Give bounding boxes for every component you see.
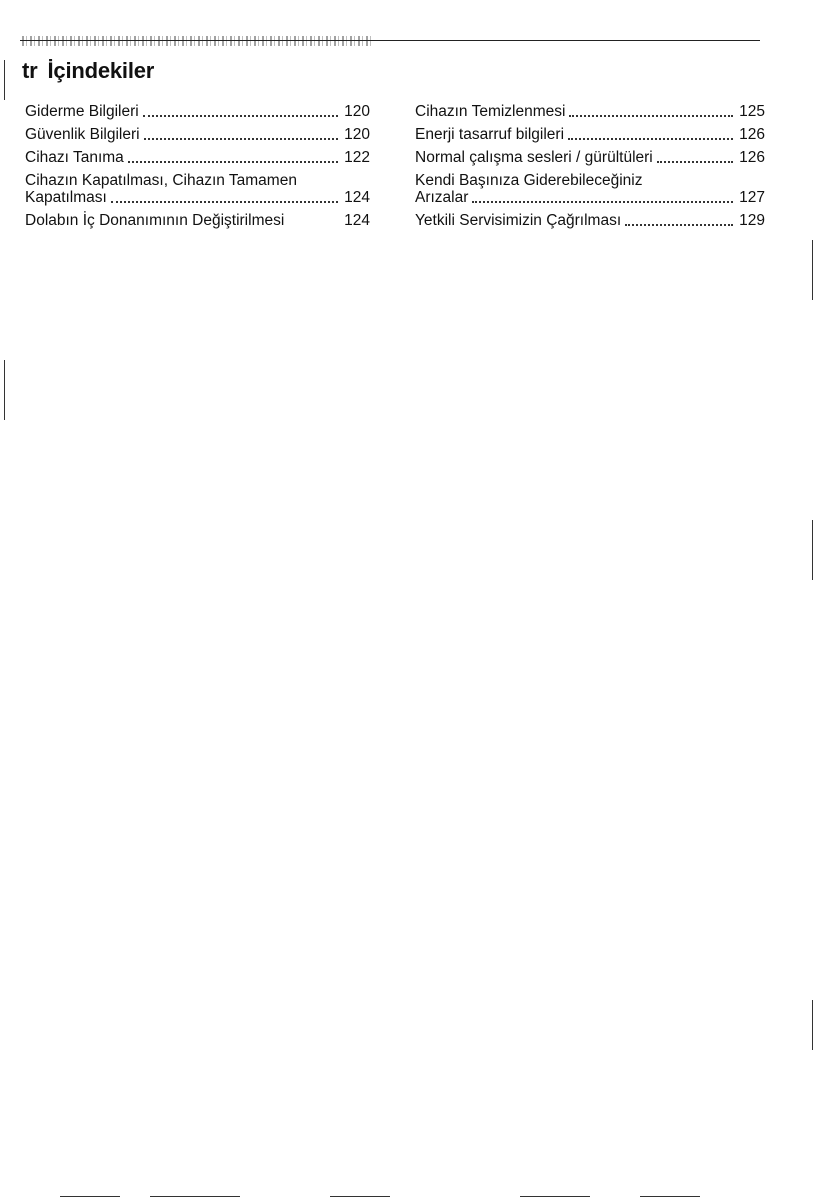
left-edge-mark (4, 60, 5, 100)
toc-entry[interactable] (25, 103, 370, 120)
toc-entry-title: Cihazın Kapatılması, Cihazın Tamamen (25, 172, 297, 189)
toc-entry-title: Enerji tasarruf bilgileri (415, 126, 565, 143)
toc-entry[interactable] (25, 149, 370, 166)
toc-entry-title: Yetkili Servisimizin Çağrılması (415, 212, 622, 229)
toc-entry-title: Kendi Başınıza Giderebileceğiniz (415, 172, 643, 189)
title-text: İçindekiler (47, 58, 155, 83)
toc-entry-title-cont: Arızalar (415, 189, 469, 206)
dot-leader (144, 137, 339, 140)
toc-page-number: 126 (739, 149, 765, 166)
toc-entry-line2 (25, 189, 370, 206)
toc-page-number: 124 (344, 212, 370, 229)
toc-page-number: 122 (344, 149, 370, 166)
toc-entry-line2 (415, 189, 765, 206)
toc-entry-title: Cihazın Temizlenmesi (415, 103, 566, 120)
bottom-scan-dash (330, 1196, 390, 1197)
toc-entry-title: Dolabın İç Donanımının Değiştirilmesi (25, 212, 285, 229)
toc-page-number: 120 (344, 103, 370, 120)
dot-leader (657, 160, 733, 163)
dot-leader (625, 223, 733, 226)
right-edge-mark (812, 240, 813, 300)
toc-entry[interactable] (415, 172, 765, 206)
toc-page-number: 124 (344, 189, 370, 206)
dot-leader (288, 223, 338, 226)
page-title (22, 58, 154, 84)
dot-leader (569, 114, 733, 117)
toc-entry[interactable] (25, 212, 370, 229)
toc-entry-title-cont: Kapatılması (25, 189, 107, 206)
dot-leader (143, 114, 338, 117)
left-edge-mark (4, 360, 5, 420)
toc-page-number: 120 (344, 126, 370, 143)
toc-entry-title: Giderme Bilgileri (25, 103, 139, 120)
header-scan-texture (22, 36, 372, 46)
toc-entry[interactable] (415, 212, 765, 229)
toc-column-left (25, 103, 370, 235)
toc-page-number: 129 (739, 212, 765, 229)
dot-leader (128, 160, 338, 163)
right-edge-mark (812, 520, 813, 580)
toc-page-number: 125 (739, 103, 765, 120)
bottom-scan-dash (640, 1196, 700, 1197)
toc-entry[interactable] (25, 172, 370, 206)
toc-entry-title: Cihazı Tanıma (25, 149, 124, 166)
toc-entry-title: Normal çalışma sesleri / gürültüleri (415, 149, 653, 166)
bottom-scan-dash (520, 1196, 590, 1197)
bottom-scan-dash (150, 1196, 240, 1197)
dot-leader (472, 200, 733, 203)
toc-entry[interactable] (415, 149, 765, 166)
toc-entry-title: Güvenlik Bilgileri (25, 126, 140, 143)
toc-column-right (415, 103, 765, 235)
dot-leader (568, 137, 733, 140)
toc-entry[interactable] (415, 103, 765, 120)
language-code: tr (22, 58, 38, 83)
toc-entry[interactable] (25, 126, 370, 143)
bottom-scan-dash (60, 1196, 120, 1197)
toc-page-number: 126 (739, 126, 765, 143)
right-edge-mark (812, 1000, 813, 1050)
dot-leader (111, 200, 338, 203)
toc-page-number: 127 (739, 189, 765, 206)
toc-entry[interactable] (415, 126, 765, 143)
header-rule (20, 40, 760, 41)
